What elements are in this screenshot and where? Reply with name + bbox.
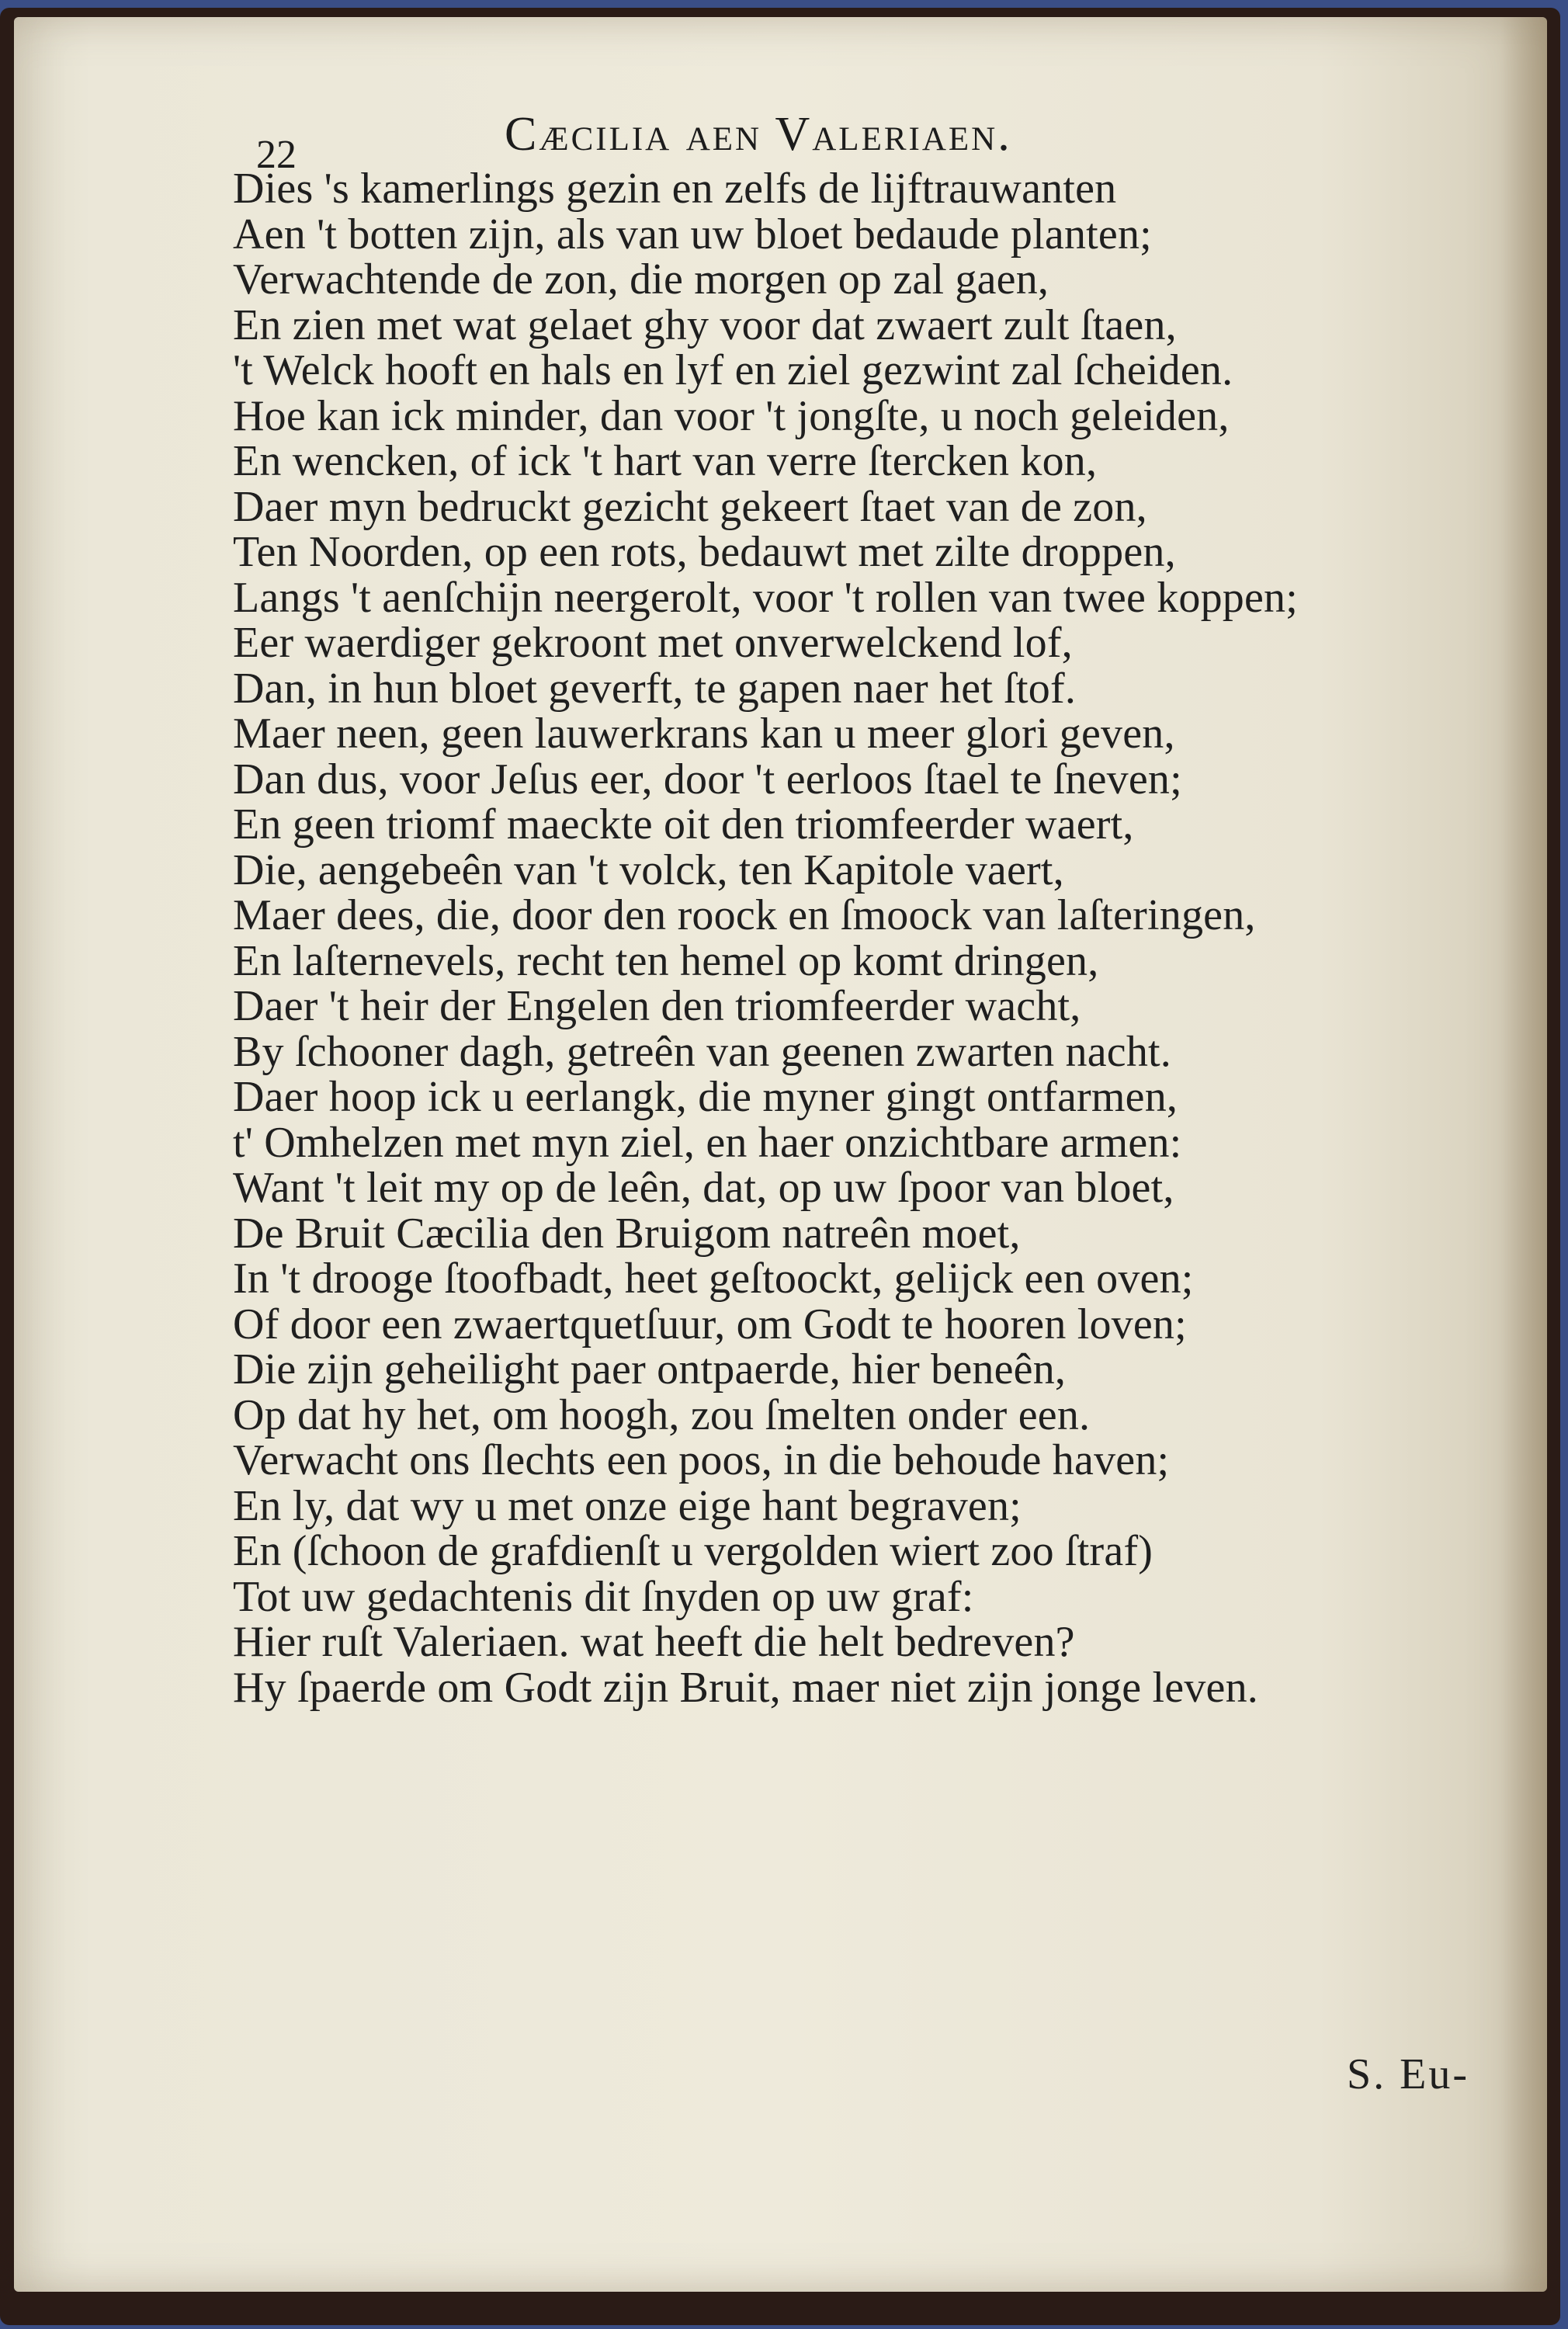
page-number: 22 — [256, 133, 297, 177]
verse-line: Dan, in hun bloet geverft, te gapen naer het ſtof. — [233, 664, 1077, 713]
poem-body — [233, 166, 1506, 1710]
verse-line: En zien met wat gelaet ghy voor dat zwaert zult ſtaen, — [233, 300, 1177, 349]
verse-line: Want 't leit my op de leên, dat, op uw ſpoor van bloet, — [233, 1164, 1174, 1212]
verse-line: Dies 's kamerlings gezin en zelfs de lijftrauwanten — [233, 165, 1117, 213]
page-header — [256, 107, 1498, 177]
verse-line: En (ſchoon de grafdienſt u vergolden wiert zoo ſtraf) — [233, 1527, 1153, 1575]
verse-line: Ten Noorden, op een rots, bedauwt met zilte droppen, — [233, 528, 1176, 576]
verse-line: Hy ſpaerde om Godt zijn Bruit, maer niet zijn jonge leven. — [233, 1663, 1259, 1712]
verse-line: In 't drooge ſtoofbadt, heet geſtoockt, gelijck een oven; — [233, 1255, 1194, 1303]
verse-line: Tot uw gedachtenis dit ſnyden op uw graf: — [233, 1572, 974, 1621]
verse-line: Op dat hy het, om hoogh, zou ſmelten onder een. — [233, 1390, 1091, 1439]
verse-line: Hoe kan ick minder, dan voor 't jongſte, u noch geleiden, — [233, 391, 1230, 440]
verse-line: Of door een zwaertquetſuur, om Godt te hooren loven; — [233, 1300, 1187, 1348]
verse-line: Eer waerdiger gekroont met onverwelckend lof, — [233, 619, 1073, 667]
verse-line: Verwacht ons ſlechts een poos, in die behoude haven; — [233, 1436, 1170, 1484]
verse-line: By ſchooner dagh, getreên van geenen zwarten nacht. — [233, 1027, 1172, 1076]
verse-line: Maer neen, geen lauwerkrans kan u meer glori geven, — [233, 710, 1175, 758]
verse-line: Hier ruſt Valeriaen. wat heeft die helt bedreven? — [233, 1618, 1075, 1666]
verse-line: Daer 't heir der Engelen den triomfeerder wacht, — [233, 982, 1081, 1030]
verse-line: Dan dus, voor Jeſus eer, door 't eerloos ſtael te ſneven; — [233, 755, 1182, 804]
verse-line: Die, aengebeên van 't volck, ten Kapitole vaert, — [233, 845, 1064, 894]
catchword: S. Eu- — [1347, 2050, 1469, 2098]
verse-line: t' Omhelzen met myn ziel, en haer onzichtbare armen: — [233, 1118, 1182, 1167]
verse-line: Aen 't botten zijn, als van uw bloet bedaude planten; — [233, 210, 1152, 259]
verse-line: Verwachtende de zon, die morgen op zal gaen, — [233, 255, 1049, 304]
verse-line: Maer dees, die, door den roock en ſmoock van laſteringen, — [233, 891, 1256, 939]
verse-line: Daer hoop ick u eerlangk, die myner gingt ontfarmen, — [233, 1073, 1178, 1121]
verse-line: En ly, dat wy u met onze eige hant begraven; — [233, 1481, 1022, 1530]
verse-line: Die zijn geheilight paer ontpaerde, hier beneên, — [233, 1345, 1067, 1394]
verse-line: Langs 't aenſchijn neergerolt, voor 't rollen van twee koppen; — [233, 573, 1299, 622]
verse-line: En geen triomf maeckte oit den triomfeerder waert, — [233, 800, 1134, 849]
verse-line: De Bruit Cæcilia den Bruigom natreên moet, — [233, 1209, 1021, 1258]
running-title: Cæcilia aen Valeriaen. — [505, 108, 1012, 161]
verse-line: En laſternevels, recht ten hemel op komt dringen, — [233, 936, 1099, 985]
verse-line: En wencken, of ick 't hart van verre ſtercken kon, — [233, 437, 1098, 485]
verse-line: Daer myn bedruckt gezicht gekeert ſtaet van de zon, — [233, 482, 1147, 531]
verse-line: 't Welck hooft en hals en lyf en ziel gezwint zal ſcheiden. — [233, 346, 1233, 394]
